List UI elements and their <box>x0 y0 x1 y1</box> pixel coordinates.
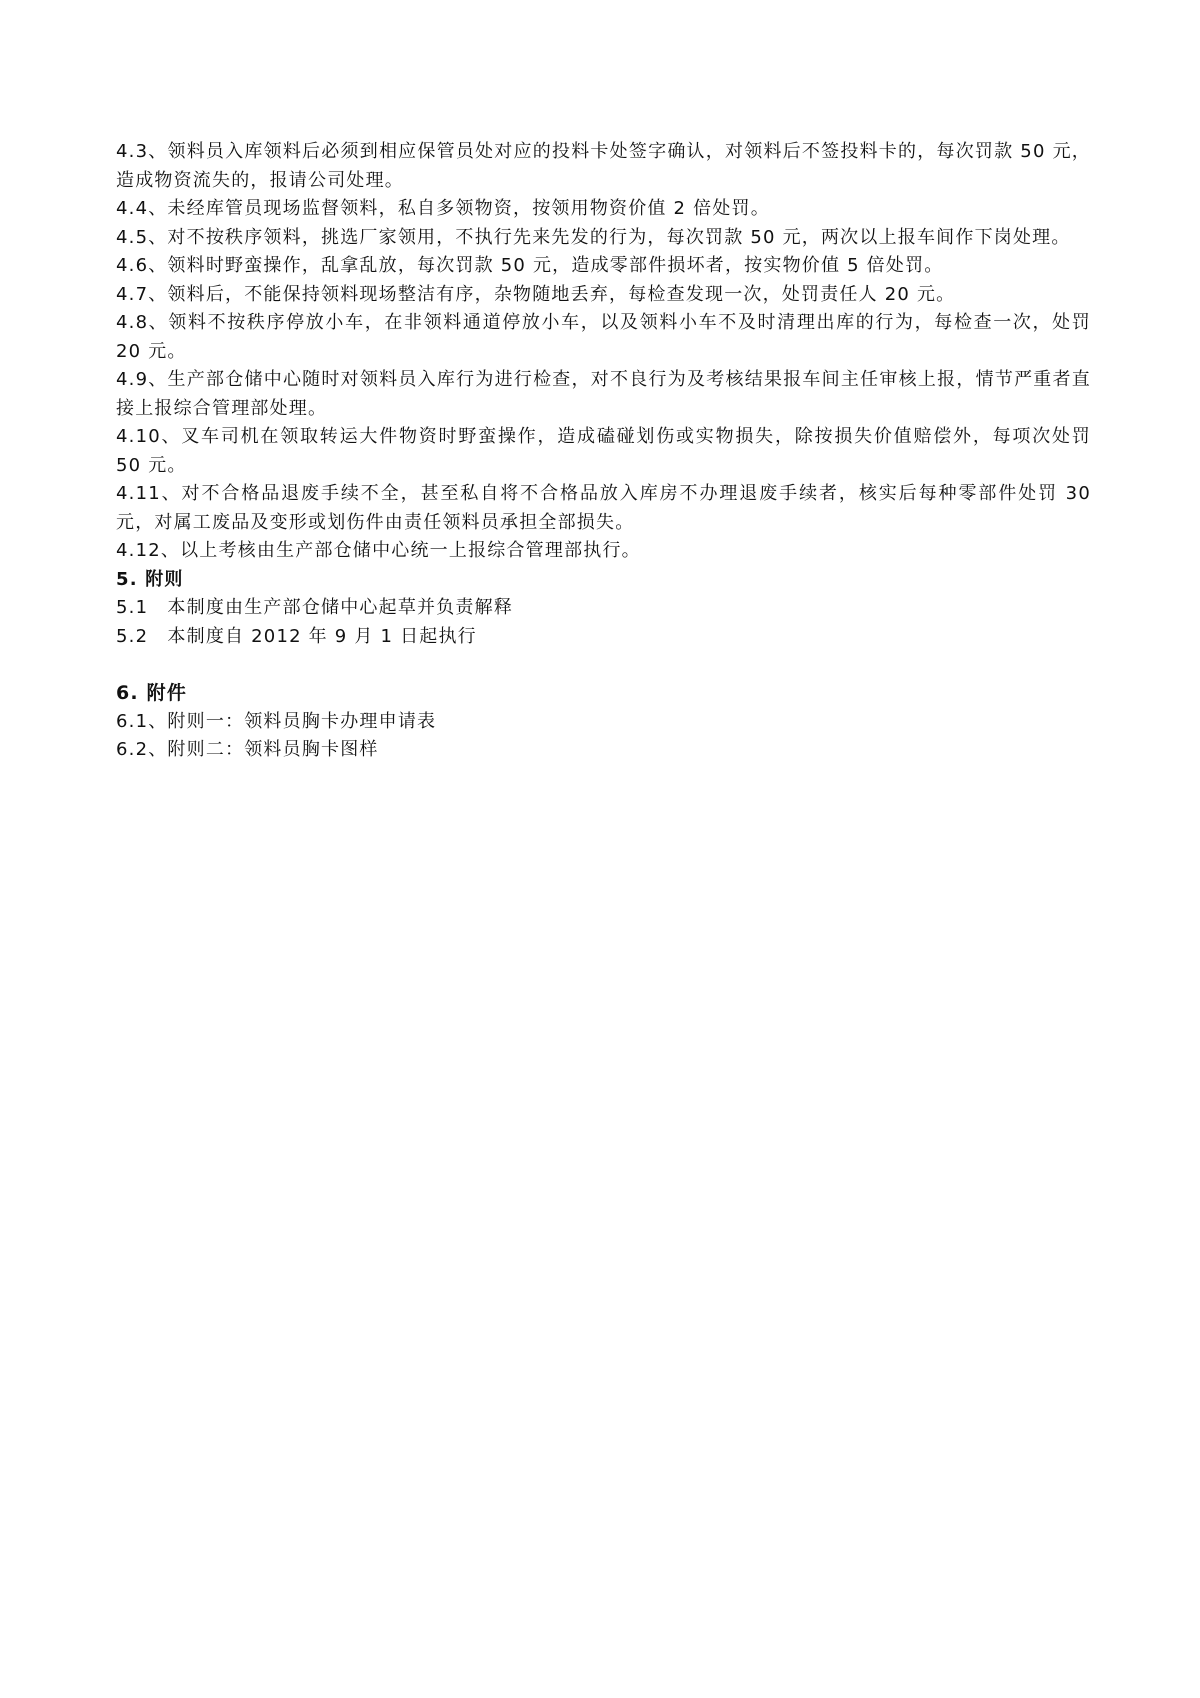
clause-6-2: 6.2、附则二：领料员胸卡图样 <box>116 739 379 760</box>
clause-5-1: 5.1 本制度由生产部仓储中心起草并负责解释 <box>116 597 514 618</box>
section-6 <box>116 679 1091 765</box>
clause-6-1: 6.1、附则一：领料员胸卡办理申请表 <box>116 710 437 732</box>
clause-4-12: 4.12、以上考核由生产部仓储中心统一上报综合管理部执行。 <box>116 540 641 561</box>
section-6-heading: 6. 附件 <box>116 682 188 704</box>
section-gap <box>116 651 1091 679</box>
clause-4-4: 4.4、未经库管员现场监督领料，私自多领物资，按领用物资价值 2 倍处罚。 <box>116 198 770 219</box>
document-page <box>116 138 1091 765</box>
clause-4-11: 4.11、对不合格品退废手续不全，甚至私自将不合格品放入库房不办理退废手续者，核实后每种零部件处罚 30 元，对属工废品及变形或划伤件由责任领料员承担全部损失。 <box>116 483 1091 533</box>
clause-4-8: 4.8、领料不按秩序停放小车，在非领料通道停放小车，以及领料小车不及时清理出库的行为，每检查一次，处罚 20 元。 <box>116 312 1091 362</box>
section-4-items <box>116 138 1091 566</box>
clause-4-3: 4.3、领料员入库领料后必须到相应保管员处对应的投料卡处签字确认，对领料后不签投料卡的，每次罚款 50 元，造成物资流失的，报请公司处理。 <box>116 141 1091 191</box>
clause-5-2: 5.2 本制度自 2012 年 9 月 1 日起执行 <box>116 625 477 647</box>
clause-4-9: 4.9、生产部仓储中心随时对领料员入库行为进行检查，对不良行为及考核结果报车间主任审核上报，情节严重者直接上报综合管理部处理。 <box>116 369 1091 419</box>
section-5-heading: 5. 附则 <box>116 568 184 590</box>
section-5 <box>116 566 1091 652</box>
clause-4-10: 4.10、叉车司机在领取转运大件物资时野蛮操作，造成磕碰划伤或实物损失，除按损失价值赔偿外，每项次处罚 50 元。 <box>116 426 1091 476</box>
clause-4-7: 4.7、领料后，不能保持领料现场整洁有序，杂物随地丢弃，每检查发现一次，处罚责任人 20 元。 <box>116 283 956 305</box>
clause-4-5: 4.5、对不按秩序领料，挑选厂家领用，不执行先来先发的行为，每次罚款 50 元，两次以上报车间作下岗处理。 <box>116 226 1071 248</box>
clause-4-6: 4.6、领料时野蛮操作，乱拿乱放，每次罚款 50 元，造成零部件损坏者，按实物价值 5 倍处罚。 <box>116 255 944 276</box>
